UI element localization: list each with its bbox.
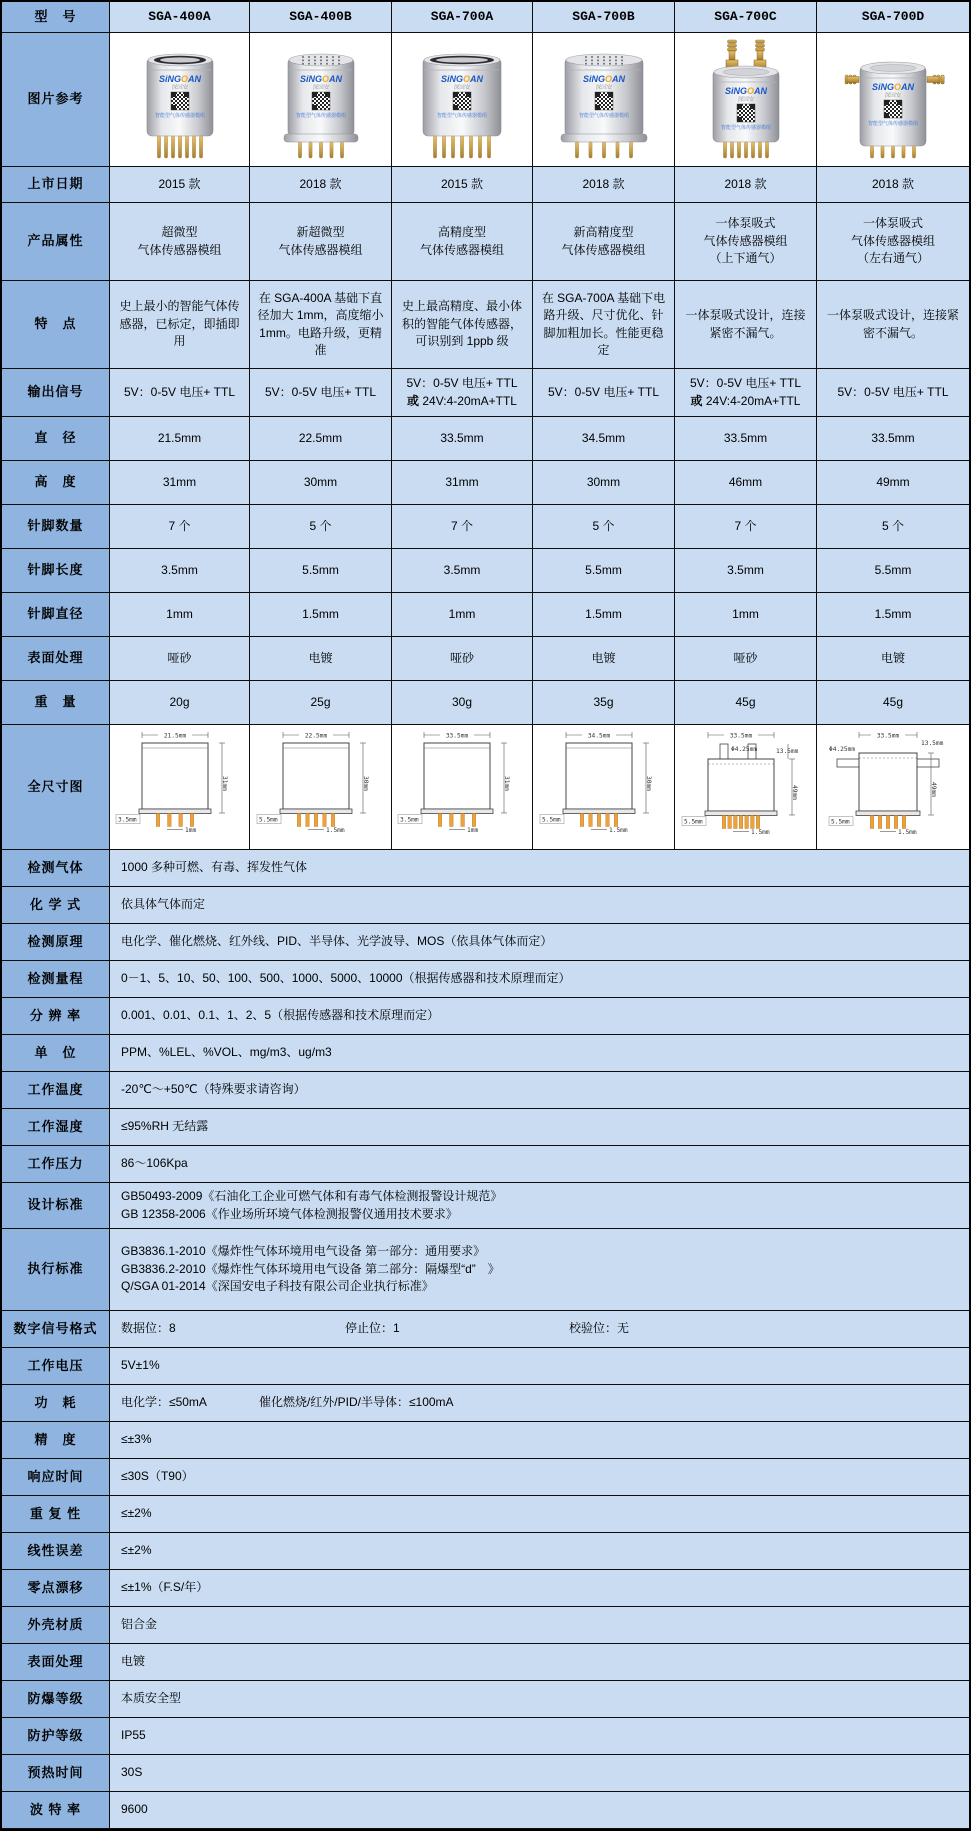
svg-text:深国安: 深国安 — [171, 84, 188, 91]
svg-text:SiNGOAN: SiNGOAN — [440, 73, 484, 84]
cell-features-sga-400b: 在 SGA-400A 基础下直径加大 1mm，高度缩小 1mm。电路升级，更精准 — [250, 281, 392, 369]
svg-text:3.5mm: 3.5mm — [117, 816, 137, 824]
svg-text:SiNGOAN: SiNGOAN — [158, 73, 201, 84]
cell-pin-length-sga-700a: 3.5mm — [392, 549, 533, 593]
diagram-cell-sga-700a — [392, 725, 533, 850]
cell-pin-length-sga-700d: 5.5mm — [817, 549, 969, 593]
row-accuracy — [2, 1422, 969, 1459]
row-detection-range — [2, 961, 969, 998]
row-label-pin-diameter: 针脚直径 — [2, 593, 110, 637]
row-label-baud-rate: 波 特 率 — [2, 1792, 110, 1829]
row-label-diameter: 直 径 — [2, 417, 110, 461]
cell-output-signal-sga-400b: 5V：0-5V 电压+ TTL — [250, 369, 392, 417]
row-unit — [2, 1035, 969, 1072]
value-detection-principle: 电化学、催化燃烧、红外线、PID、半导体、光学波导、MOS（依具体气体而定） — [110, 924, 969, 961]
cell-pin-diameter-sga-400b: 1.5mm — [250, 593, 392, 637]
row-label-protection-grade: 防护等级 — [2, 1718, 110, 1755]
svg-text:31mm: 31mm — [503, 776, 510, 791]
svg-text:30mm: 30mm — [644, 776, 652, 791]
row-pin-diameter — [2, 593, 969, 637]
value-protection-grade: IP55 — [110, 1718, 969, 1755]
row-launch-date — [2, 167, 969, 203]
svg-text:智能型气体传感器模组: 智能型气体传感器模组 — [154, 112, 205, 119]
row-digital-signal-format — [2, 1311, 969, 1348]
svg-text:智能型气体传感器模组: 智能型气体传感器模组 — [867, 120, 919, 127]
row-detection-principle — [2, 924, 969, 961]
row-features — [2, 281, 969, 369]
cell-pin-length-sga-700b: 5.5mm — [533, 549, 675, 593]
cell-height-sga-700b: 30mm — [533, 461, 675, 505]
cell-launch-date-sga-700a: 2015 款 — [392, 167, 533, 203]
svg-text:5.5mm: 5.5mm — [683, 818, 703, 826]
header-sga-700d: SGA-700D — [817, 2, 969, 33]
row-pin-count — [2, 505, 969, 549]
value-shell-material: 铝合金 — [110, 1607, 969, 1644]
row-label-features: 特 点 — [2, 281, 110, 369]
cell-product-attr-sga-700b: 新高精度型 气体传感器模组 — [533, 203, 675, 281]
row-working-pressure — [2, 1146, 969, 1183]
svg-text:5.5mm: 5.5mm — [831, 818, 850, 826]
row-label-weight: 重 量 — [2, 681, 110, 725]
row-label-launch-date: 上市日期 — [2, 167, 110, 203]
svg-text:SiNGOAN: SiNGOAN — [299, 73, 342, 84]
row-label-detection-range: 检测量程 — [2, 961, 110, 998]
svg-text:深国安: 深国安 — [453, 84, 471, 91]
row-design-standard — [2, 1183, 969, 1229]
row-label-height: 高 度 — [2, 461, 110, 505]
header-sga-700a: SGA-700A — [392, 2, 533, 33]
value-preheat-time: 30S — [110, 1755, 969, 1792]
cell-product-attr-sga-700c: 一体泵吸式 气体传感器模组 （上下通气） — [675, 203, 817, 281]
dimension-diagram-sga-700d — [827, 727, 959, 847]
photo-cell-sga-700b — [533, 33, 675, 167]
value-zero-drift: ≤±1%（F.S/年） — [110, 1570, 969, 1607]
row-label-pin-length: 针脚长度 — [2, 549, 110, 593]
value-working-humidity: ≤95%RH 无结露 — [110, 1109, 969, 1146]
photo-cell-sga-400b — [250, 33, 392, 167]
value-explosion-proof-grade: 本质安全型 — [110, 1681, 969, 1718]
value-execution-standard: GB3836.1-2010《爆炸性气体环境用电气设备 第一部分：通用要求》 GB3836.2-2010《爆炸性气体环境用电气设备 第二部分：隔爆型“d” 》 Q/SGA 01-2014《深国安电子科技有限公司企业执行标准》 — [110, 1229, 969, 1311]
cell-height-sga-700c: 46mm — [675, 461, 817, 505]
row-label-unit: 单 位 — [2, 1035, 110, 1072]
row-working-voltage — [2, 1348, 969, 1385]
row-diameter — [2, 417, 969, 461]
cell-pin-length-sga-400b: 5.5mm — [250, 549, 392, 593]
cell-pin-diameter-sga-700a: 1mm — [392, 593, 533, 637]
cell-features-sga-700c: 一体泵吸式设计，连接紧密不漏气。 — [675, 281, 817, 369]
row-baud-rate — [2, 1792, 969, 1829]
value-digital-signal-format: 数据位：8 停止位：1 校验位：无 — [110, 1311, 969, 1348]
cell-output-signal-sga-700a: 5V：0-5V 电压+ TTL 或 24V:4-20mA+TTL — [392, 369, 533, 417]
row-shell-material — [2, 1607, 969, 1644]
row-product-attr — [2, 203, 969, 281]
cell-launch-date-sga-400a: 2015 款 — [110, 167, 250, 203]
row-label-product-attr: 产品属性 — [2, 203, 110, 281]
row-label-zero-drift: 零点漂移 — [2, 1570, 110, 1607]
cell-surface-finish-sga-700c: 哑砂 — [675, 637, 817, 681]
header-sga-400a: SGA-400A — [110, 2, 250, 33]
svg-text:33.5mm: 33.5mm — [729, 732, 752, 740]
row-power-consumption — [2, 1385, 969, 1422]
value-chemical-formula: 依具体气体而定 — [110, 887, 969, 924]
svg-text:Φ4.25mm: Φ4.25mm — [829, 746, 856, 753]
cell-pin-length-sga-700c: 3.5mm — [675, 549, 817, 593]
row-preheat-time — [2, 1755, 969, 1792]
cell-pin-diameter-sga-700d: 1.5mm — [817, 593, 969, 637]
cell-features-sga-400a: 史上最小的智能气体传感器，已标定，即插即用 — [110, 281, 250, 369]
photo-cell-sga-700c — [675, 33, 817, 167]
svg-text:深国安: 深国安 — [884, 92, 902, 99]
value-unit: PPM、%LEL、%VOL、mg/m3、ug/m3 — [110, 1035, 969, 1072]
svg-text:1.5mm: 1.5mm — [325, 827, 345, 834]
row-surface-finish-2 — [2, 1644, 969, 1681]
svg-text:21.5mm: 21.5mm — [163, 732, 186, 740]
value-power-consumption: 电化学：≤50mA 催化燃烧/红外/PID/半导体：≤100mA — [110, 1385, 969, 1422]
cell-launch-date-sga-400b: 2018 款 — [250, 167, 392, 203]
value-detection-range: 0－1、5、10、50、100、500、1000、5000、10000（根据传感器和技术原理而定） — [110, 961, 969, 998]
header-sga-400b: SGA-400B — [250, 2, 392, 33]
photo-row — [2, 33, 969, 167]
cell-pin-count-sga-700c: 7 个 — [675, 505, 817, 549]
header-sga-700b: SGA-700B — [533, 2, 675, 33]
svg-text:34.5mm: 34.5mm — [587, 732, 610, 740]
svg-text:5.5mm: 5.5mm — [258, 816, 278, 824]
diagram-cell-sga-400a — [110, 725, 250, 850]
cell-surface-finish-sga-400b: 电镀 — [250, 637, 392, 681]
svg-text:智能型气体传感器模组: 智能型气体传感器模组 — [720, 124, 771, 131]
value-accuracy: ≤±3% — [110, 1422, 969, 1459]
row-label-linearity-error: 线性误差 — [2, 1533, 110, 1570]
cell-diameter-sga-700c: 33.5mm — [675, 417, 817, 461]
photo-cell-sga-700a — [392, 33, 533, 167]
cell-pin-length-sga-400a: 3.5mm — [110, 549, 250, 593]
cell-surface-finish-sga-700a: 哑砂 — [392, 637, 533, 681]
row-surface-finish — [2, 637, 969, 681]
svg-text:1.5mm: 1.5mm — [608, 827, 628, 834]
row-detected-gas — [2, 850, 969, 887]
cell-features-sga-700a: 史上最高精度、最小体积的智能气体传感器，可识别到 1ppb 级 — [392, 281, 533, 369]
row-label-output-signal: 输出信号 — [2, 369, 110, 417]
cell-output-signal-sga-400a: 5V：0-5V 电压+ TTL — [110, 369, 250, 417]
cell-height-sga-400a: 31mm — [110, 461, 250, 505]
row-label-full-size-diagram: 全尺寸图 — [2, 725, 110, 850]
row-label-resolution: 分 辨 率 — [2, 998, 110, 1035]
svg-text:智能型气体传感器模组: 智能型气体传感器模组 — [295, 112, 346, 119]
cell-pin-diameter-sga-400a: 1mm — [110, 593, 250, 637]
svg-text:13.5mm: 13.5mm — [921, 740, 944, 747]
dimension-diagram-sga-400a — [114, 727, 246, 847]
row-label-repeatability: 重 复 性 — [2, 1496, 110, 1533]
row-label-detection-principle: 检测原理 — [2, 924, 110, 961]
row-label-explosion-proof-grade: 防爆等级 — [2, 1681, 110, 1718]
svg-text:49mm: 49mm — [930, 782, 937, 797]
row-label-execution-standard: 执行标准 — [2, 1229, 110, 1311]
value-response-time: ≤30S（T90） — [110, 1459, 969, 1496]
svg-text:13.5mm: 13.5mm — [775, 748, 798, 755]
row-label-response-time: 响应时间 — [2, 1459, 110, 1496]
cell-diameter-sga-700d: 33.5mm — [817, 417, 969, 461]
row-repeatability — [2, 1496, 969, 1533]
row-resolution — [2, 998, 969, 1035]
cell-surface-finish-sga-700b: 电镀 — [533, 637, 675, 681]
product-photo-sga-700a — [405, 36, 519, 164]
value-working-voltage: 5V±1% — [110, 1348, 969, 1385]
row-label-preheat-time: 预热时间 — [2, 1755, 110, 1792]
row-pin-length — [2, 549, 969, 593]
cell-output-signal-sga-700b: 5V：0-5V 电压+ TTL — [533, 369, 675, 417]
svg-text:22.5mm: 22.5mm — [304, 732, 327, 740]
row-output-signal — [2, 369, 969, 417]
cell-weight-sga-400a: 20g — [110, 681, 250, 725]
cell-launch-date-sga-700b: 2018 款 — [533, 167, 675, 203]
row-working-humidity — [2, 1109, 969, 1146]
cell-product-attr-sga-400b: 新超微型 气体传感器模组 — [250, 203, 392, 281]
row-label-chemical-formula: 化 学 式 — [2, 887, 110, 924]
cell-diameter-sga-700a: 33.5mm — [392, 417, 533, 461]
cell-output-signal-sga-700d: 5V：0-5V 电压+ TTL — [817, 369, 969, 417]
cell-weight-sga-700d: 45g — [817, 681, 969, 725]
svg-text:1.5mm: 1.5mm — [750, 829, 770, 836]
cell-launch-date-sga-700d: 2018 款 — [817, 167, 969, 203]
svg-text:智能型气体传感器模组: 智能型气体传感器模组 — [578, 112, 629, 119]
row-label-photo: 图片参考 — [2, 33, 110, 167]
row-weight — [2, 681, 969, 725]
svg-text:SiNGOAN: SiNGOAN — [724, 85, 767, 96]
svg-text:智能型气体传感器模组: 智能型气体传感器模组 — [436, 112, 488, 119]
row-height — [2, 461, 969, 505]
row-label-accuracy: 精 度 — [2, 1422, 110, 1459]
row-label-design-standard: 设计标准 — [2, 1183, 110, 1229]
dimension-diagram-sga-700c — [680, 727, 812, 847]
row-protection-grade — [2, 1718, 969, 1755]
product-photo-sga-700c — [689, 36, 803, 164]
cell-diameter-sga-400b: 22.5mm — [250, 417, 392, 461]
svg-text:1mm: 1mm — [467, 827, 479, 834]
cell-weight-sga-400b: 25g — [250, 681, 392, 725]
row-label-detected-gas: 检测气体 — [2, 850, 110, 887]
diagram-cell-sga-700c — [675, 725, 817, 850]
value-surface-finish-2: 电镀 — [110, 1644, 969, 1681]
svg-text:SiNGOAN: SiNGOAN — [871, 81, 915, 92]
value-working-pressure: 86～106Kpa — [110, 1146, 969, 1183]
svg-text:深国安: 深国安 — [595, 84, 612, 91]
svg-text:1.5mm: 1.5mm — [898, 829, 917, 836]
cell-product-attr-sga-700a: 高精度型 气体传感器模组 — [392, 203, 533, 281]
value-detected-gas: 1000 多种可燃、有毒、挥发性气体 — [110, 850, 969, 887]
value-design-standard: GB50493-2009《石油化工企业可燃气体和有毒气体检测报警设计规范》 GB 12358-2006《作业场所环境气体检测报警仪通用技术要求》 — [110, 1183, 969, 1229]
row-label-working-temperature: 工作温度 — [2, 1072, 110, 1109]
cell-diameter-sga-400a: 21.5mm — [110, 417, 250, 461]
row-label-working-pressure: 工作压力 — [2, 1146, 110, 1183]
svg-text:31mm: 31mm — [220, 776, 228, 791]
cell-features-sga-700d: 一体泵吸式设计，连接紧密不漏气。 — [817, 281, 969, 369]
row-label-shell-material: 外壳材质 — [2, 1607, 110, 1644]
cell-surface-finish-sga-400a: 哑砂 — [110, 637, 250, 681]
diagram-cell-sga-400b — [250, 725, 392, 850]
row-label-pin-count: 针脚数量 — [2, 505, 110, 549]
cell-pin-count-sga-700a: 7 个 — [392, 505, 533, 549]
cell-weight-sga-700c: 45g — [675, 681, 817, 725]
product-photo-sga-700d — [836, 36, 950, 164]
row-explosion-proof-grade — [2, 1681, 969, 1718]
row-linearity-error — [2, 1533, 969, 1570]
product-photo-sga-400a — [123, 36, 237, 164]
row-working-temperature — [2, 1072, 969, 1109]
row-label-working-voltage: 工作电压 — [2, 1348, 110, 1385]
row-zero-drift — [2, 1570, 969, 1607]
cell-output-signal-sga-700c: 5V：0-5V 电压+ TTL 或 24V:4-20mA+TTL — [675, 369, 817, 417]
cell-weight-sga-700b: 35g — [533, 681, 675, 725]
cell-diameter-sga-700b: 34.5mm — [533, 417, 675, 461]
dimension-diagram-sga-700a — [396, 727, 528, 847]
value-linearity-error: ≤±2% — [110, 1533, 969, 1570]
cell-product-attr-sga-400a: 超微型 气体传感器模组 — [110, 203, 250, 281]
svg-text:49mm: 49mm — [790, 785, 798, 800]
svg-text:Φ4.25mm: Φ4.25mm — [730, 746, 757, 753]
row-label-digital-signal-format: 数字信号格式 — [2, 1311, 110, 1348]
dimension-diagram-sga-700b — [538, 727, 670, 847]
cell-surface-finish-sga-700d: 电镀 — [817, 637, 969, 681]
row-chemical-formula — [2, 887, 969, 924]
svg-text:33.5mm: 33.5mm — [876, 732, 900, 740]
cell-height-sga-400b: 30mm — [250, 461, 392, 505]
row-label-power-consumption: 功 耗 — [2, 1385, 110, 1422]
cell-pin-count-sga-400a: 7 个 — [110, 505, 250, 549]
svg-text:5.5mm: 5.5mm — [541, 816, 561, 824]
cell-features-sga-700b: 在 SGA-700A 基础下电路升级、尺寸优化、针脚加粗加长。性能更稳定 — [533, 281, 675, 369]
value-baud-rate: 9600 — [110, 1792, 969, 1829]
cell-pin-count-sga-700d: 5 个 — [817, 505, 969, 549]
cell-product-attr-sga-700d: 一体泵吸式 气体传感器模组 （左右通气） — [817, 203, 969, 281]
cell-pin-diameter-sga-700b: 1.5mm — [533, 593, 675, 637]
row-label-surface-finish: 表面处理 — [2, 637, 110, 681]
cell-weight-sga-700a: 30g — [392, 681, 533, 725]
value-repeatability: ≤±2% — [110, 1496, 969, 1533]
diagram-cell-sga-700d — [817, 725, 969, 850]
row-label-working-humidity: 工作湿度 — [2, 1109, 110, 1146]
row-label-surface-finish-2: 表面处理 — [2, 1644, 110, 1681]
svg-text:SiNGOAN: SiNGOAN — [582, 73, 625, 84]
svg-text:3.5mm: 3.5mm — [400, 816, 419, 824]
row-execution-standard — [2, 1229, 969, 1311]
value-working-temperature: -20℃～+50℃（特殊要求请咨询） — [110, 1072, 969, 1109]
photo-cell-sga-400a — [110, 33, 250, 167]
header-sga-700c: SGA-700C — [675, 2, 817, 33]
diagram-cell-sga-700b — [533, 725, 675, 850]
svg-text:深国安: 深国安 — [737, 96, 754, 103]
cell-pin-diameter-sga-700c: 1mm — [675, 593, 817, 637]
product-photo-sga-700b — [547, 36, 661, 164]
value-resolution: 0.001、0.01、0.1、1、2、5（根据传感器和技术原理而定） — [110, 998, 969, 1035]
row-response-time — [2, 1459, 969, 1496]
svg-text:33.5mm: 33.5mm — [445, 732, 469, 740]
cell-launch-date-sga-700c: 2018 款 — [675, 167, 817, 203]
svg-text:1mm: 1mm — [184, 827, 196, 834]
cell-height-sga-700a: 31mm — [392, 461, 533, 505]
dimension-diagram-sga-400b — [255, 727, 387, 847]
cell-height-sga-700d: 49mm — [817, 461, 969, 505]
full-size-diagram-row — [2, 725, 969, 850]
cell-pin-count-sga-400b: 5 个 — [250, 505, 392, 549]
photo-cell-sga-700d — [817, 33, 969, 167]
svg-text:30mm: 30mm — [361, 776, 369, 791]
cell-pin-count-sga-700b: 5 个 — [533, 505, 675, 549]
svg-text:深国安: 深国安 — [312, 84, 329, 91]
header-row — [2, 2, 969, 33]
header-model-label: 型 号 — [2, 2, 110, 33]
product-photo-sga-400b — [264, 36, 378, 164]
